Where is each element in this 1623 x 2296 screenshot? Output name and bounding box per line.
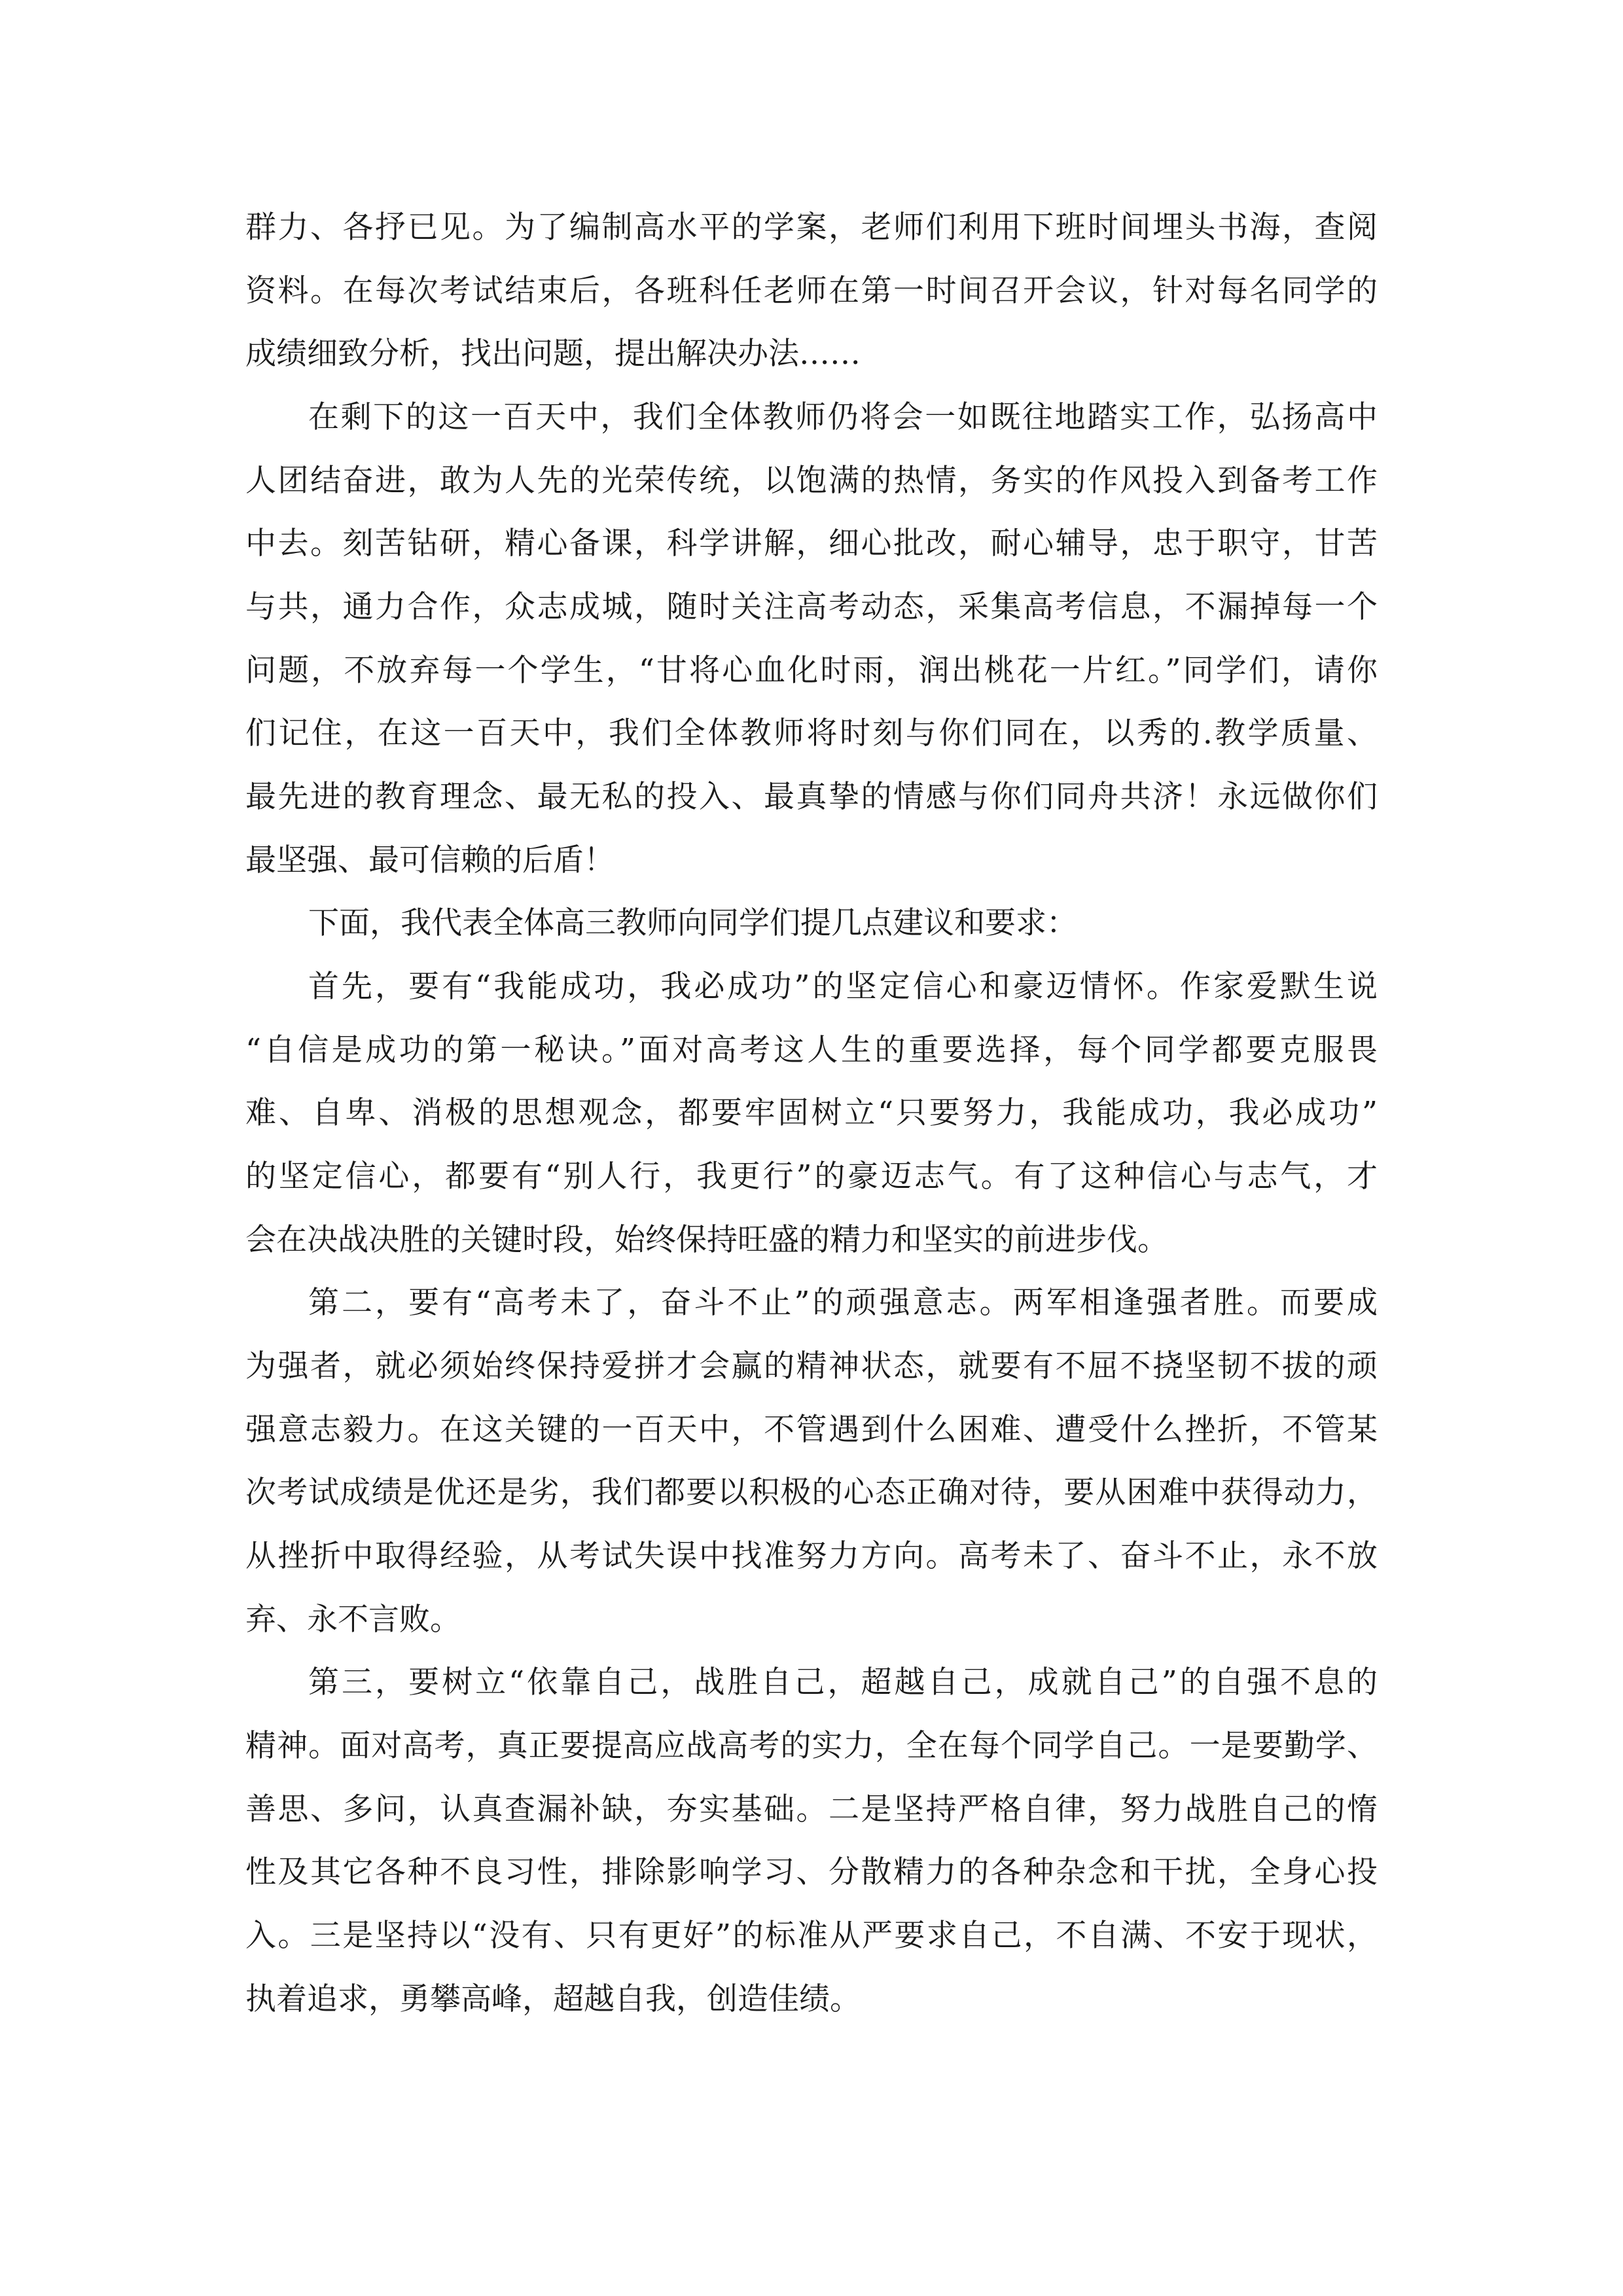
text-line: 的坚定信心，都要有“别人行，我更行”的豪迈志气。有了这种信心与志气，才 <box>245 1158 1378 1194</box>
text-line: 善思、多问，认真查漏补缺，夯实基础。二是坚持严格自律，努力战胜自己的惰 <box>245 1791 1378 1827</box>
text-line: 与共，通力合作，众志成城，随时关注高考动态，采集高考信息，不漏掉每一个 <box>245 589 1378 625</box>
text-line: 资料。在每次考试结束后，各班科任老师在第一时间召开会议，针对每名同学的 <box>245 273 1378 309</box>
text-line: “自信是成功的第一秘诀。”面对高考这人生的重要选择，每个同学都要克服畏 <box>245 1032 1378 1068</box>
text-line: 从挫折中取得经验，从考试失误中找准努力方向。高考未了、奋斗不止，永不放 <box>245 1538 1378 1574</box>
text-line: 第三，要树立“依靠自己，战胜自己，超越自己，成就自己”的自强不息的 <box>308 1664 1378 1700</box>
text-line: 在剩下的这一百天中，我们全体教师仍将会一如既往地踏实工作，弘扬高中 <box>308 399 1378 435</box>
text-line: 入。三是坚持以“没有、只有更好”的标准从严要求自己，不自满、不安于现状， <box>245 1918 1378 1954</box>
text-line: 次考试成绩是优还是劣，我们都要以积极的心态正确对待，要从困难中获得动力， <box>245 1475 1378 1511</box>
text-line: 问题，不放弃每一个学生，“甘将心血化时雨，润出桃花一片红。”同学们，请你 <box>245 653 1378 689</box>
text-line: 精神。面对高考，真正要提高应战高考的实力，全在每个同学自己。一是要勤学、 <box>245 1728 1378 1764</box>
text-line: 首先，要有“我能成功，我必成功”的坚定信心和豪迈情怀。作家爱默生说 <box>308 969 1378 1005</box>
text-line: 成绩细致分析，找出问题，提出解决办法…… <box>245 336 861 372</box>
text-line: 人团结奋进，敢为人先的光荣传统，以饱满的热情，务实的作风投入到备考工作 <box>245 463 1378 499</box>
text-line: 强意志毅力。在这关键的一百天中，不管遇到什么困难、遭受什么挫折，不管某 <box>245 1412 1378 1448</box>
text-line: 弃、永不言败。 <box>245 1602 461 1638</box>
text-line: 最先进的教育理念、最无私的投入、最真挚的情感与你们同舟共济！永远做你们 <box>245 779 1378 815</box>
text-line: 执着追求，勇攀高峰，超越自我，创造佳绩。 <box>245 1981 861 2017</box>
text-line: 第二，要有“高考未了，奋斗不止”的顽强意志。两军相逢强者胜。而要成 <box>308 1285 1378 1321</box>
text-line: 为强者，就必须始终保持爱拼才会赢的精神状态，就要有不屈不挠坚韧不拔的顽 <box>245 1348 1378 1384</box>
text-line: 难、自卑、消极的思想观念，都要牢固树立“只要努力，我能成功，我必成功” <box>245 1095 1378 1131</box>
text-line: 们记住，在这一百天中，我们全体教师将时刻与你们同在，以秀的.教学质量、 <box>245 715 1378 751</box>
text-line: 下面，我代表全体高三教师向同学们提几点建议和要求： <box>308 905 1077 941</box>
text-line: 群力、各抒已见。为了编制高水平的学案，老师们利用下班时间埋头书海，查阅 <box>245 209 1378 245</box>
text-line: 性及其它各种不良习性，排除影响学习、分散精力的各种杂念和干扰，全身心投 <box>245 1854 1378 1890</box>
text-line: 中去。刻苦钻研，精心备课，科学讲解，细心批改，耐心辅导，忠于职守，甘苦 <box>245 526 1378 562</box>
text-line: 会在决战决胜的关键时段，始终保持旺盛的精力和坚实的前进步伐。 <box>245 1222 1168 1258</box>
text-line: 最坚强、最可信赖的后盾！ <box>245 842 615 878</box>
